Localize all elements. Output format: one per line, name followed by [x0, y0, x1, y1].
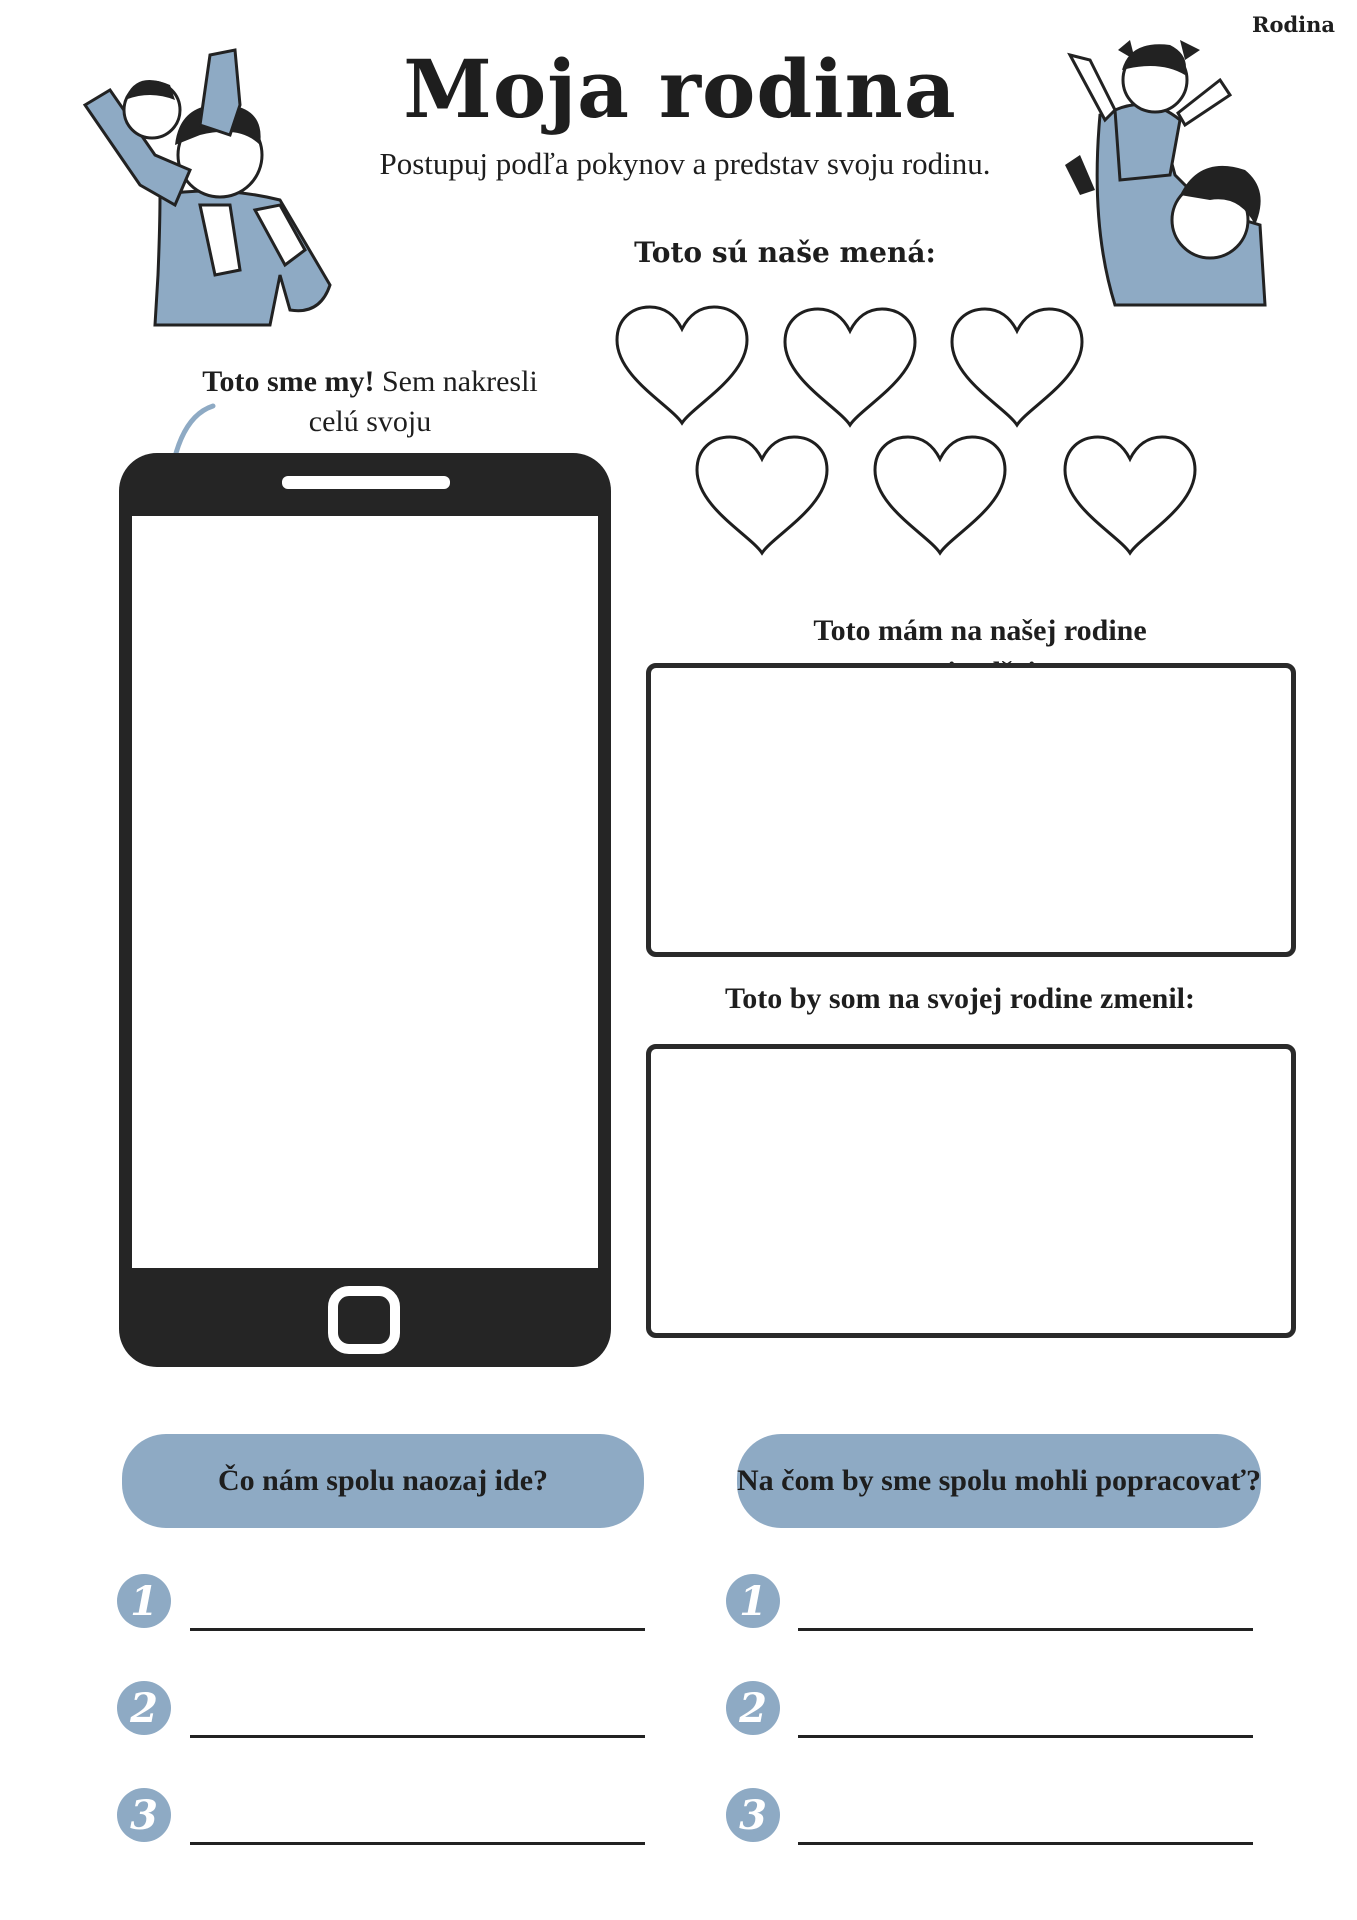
names-label: Toto sú naše mená:: [634, 236, 936, 269]
name-heart-1[interactable]: [617, 307, 747, 423]
favorite-label: Toto mám na našej rodine: [813, 614, 1147, 647]
name-heart-2[interactable]: [785, 309, 915, 425]
name-hearts-group: [600, 295, 1220, 575]
number-badge: 2: [117, 1681, 171, 1735]
change-answer-box[interactable]: [646, 1044, 1296, 1338]
number-badge: 3: [726, 1788, 780, 1842]
number-badge: 2: [726, 1681, 780, 1735]
number-badge: 1: [117, 1574, 171, 1628]
page-subtitle: Postupuj podľa pokynov a predstav svoju rodinu.: [379, 146, 991, 181]
improve-answer-line-3[interactable]: [798, 1842, 1253, 1845]
change-label: Toto by som na svojej rodine zmenil:: [725, 982, 1196, 1015]
category-tag: Rodina: [1252, 12, 1335, 37]
name-heart-6[interactable]: [1065, 437, 1195, 553]
name-heart-5[interactable]: [875, 437, 1005, 553]
improve-answer-line-2[interactable]: [798, 1735, 1253, 1738]
number-badge: 1: [726, 1574, 780, 1628]
together-answer-line-3[interactable]: [190, 1842, 645, 1845]
together-answer-line-2[interactable]: [190, 1735, 645, 1738]
name-heart-4[interactable]: [697, 437, 827, 553]
together-question-pill: Čo nám spolu naozaj ide?: [122, 1434, 644, 1528]
father-son-illustration: [80, 45, 340, 330]
number-badge: 3: [117, 1788, 171, 1842]
page-title: Moja rodina: [403, 42, 957, 136]
father-daughter-illustration: [1060, 25, 1275, 310]
improve-answer-line-1[interactable]: [798, 1628, 1253, 1631]
together-answer-line-1[interactable]: [190, 1628, 645, 1631]
phone-speaker-icon: [282, 476, 450, 489]
phone-drawing-frame: [117, 451, 613, 1369]
improve-question-pill: Na čom by sme spolu mohli popracovať?: [737, 1434, 1261, 1528]
favorite-answer-box[interactable]: [646, 663, 1296, 957]
drawing-area[interactable]: [132, 516, 598, 1268]
drawing-label: Toto sme my! Sem nakresli celú svoju: [202, 365, 538, 438]
name-heart-3[interactable]: [952, 309, 1082, 425]
